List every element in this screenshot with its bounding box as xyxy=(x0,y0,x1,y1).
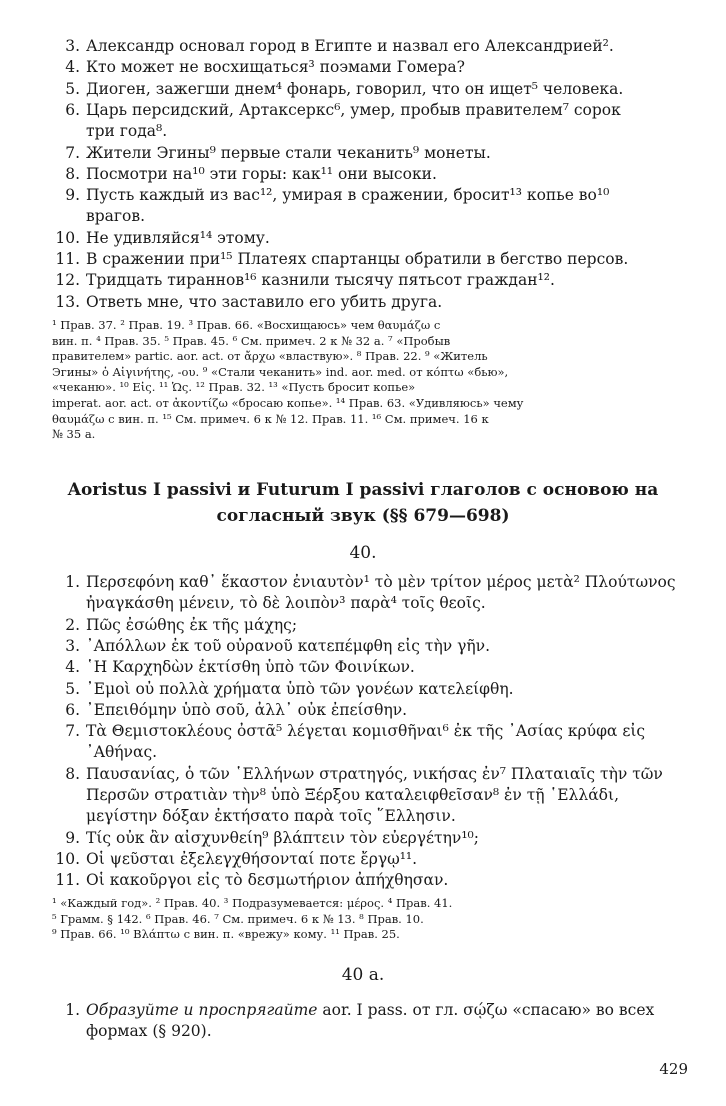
footnote-russian-line: ¹ Прав. 37. ² Прав. 19. ³ Прав. 66. «Восхищаюсь» чем θαυμάζω с xyxy=(52,318,441,332)
footnote-russian-line: Эгины» ὁ Αἰγινήτης, -ου. ⁹ «Стали чеканить» ind. aor. med. от κόπτω «бью», xyxy=(52,364,509,379)
russian-sentence-item xyxy=(52,164,692,185)
greek-sentence-item-number: 10. xyxy=(55,849,80,868)
task-number: 1. xyxy=(65,1001,80,1019)
russian-sentence-item xyxy=(52,143,692,164)
footnote-russian-line: правителем» partic. aor. act. от ἄρχω «властвую». ⁸ Прав. 22. ⁹ «Житель xyxy=(52,349,488,364)
russian-sentence-item-continued: врагов. xyxy=(86,207,145,226)
task-text: aor. I pass. от гл. σῴζω «спасаю» во всех xyxy=(317,1001,655,1019)
section-heading-line1: Aoristus I passivi и Futurum I passivi глаголов с основою на xyxy=(67,480,659,500)
exercise-number-40a: 40 а. xyxy=(341,965,385,985)
greek-sentence-item-number: 6. xyxy=(65,700,80,719)
russian-sentence-item-text: Не удивляйся¹⁴ этому. xyxy=(86,228,270,247)
greek-sentence-item-text: Οἱ κακοῦργοι εἰς τὸ δεσμωτήριον ἀπήχθησαν. xyxy=(86,871,449,890)
russian-sentence-item xyxy=(52,185,692,206)
footnote-russian-line: вин. п. ⁴ Прав. 35. ⁵ Прав. 45. ⁶ См. примеч. 2 к № 32 а. ⁷ «Пробыв xyxy=(52,333,451,348)
russian-sentence-item-number: 8. xyxy=(65,164,80,183)
russian-sentence-item-number: 3. xyxy=(65,37,80,55)
greek-sentence-item xyxy=(52,870,692,891)
greek-sentence-item xyxy=(52,828,692,849)
russian-sentence-item-number: 9. xyxy=(65,186,80,205)
greek-sentence-item-number: 9. xyxy=(65,828,80,847)
russian-sentence-item-text: В сражении при¹⁵ Платеях спартанцы обратили в бегство персов. xyxy=(86,250,629,268)
russian-sentence-item-number: 5. xyxy=(65,79,80,98)
russian-sentence-item-text: Жители Эгины⁹ первые стали чеканить⁹ монеты. xyxy=(86,143,491,162)
russian-sentence-item-text: Диоген, зажегши днем⁴ фонарь, говорил, что он ищет⁵ человека. xyxy=(86,79,624,98)
russian-sentence-item-text: Кто может не восхищаться³ поэмами Гомера? xyxy=(86,58,465,77)
page-number: 429 xyxy=(659,1060,688,1078)
greek-sentence-item-text: ᾽Επειθόμην ὑπὸ σοῦ, ἀλλ᾽ οὐκ ἐπείσθην. xyxy=(86,700,408,719)
greek-sentence-item-text: Οἱ ψεῦσται ἐξελεγχθήσονταί ποτε ἔργῳ¹¹. xyxy=(86,849,418,868)
task-text-continued: формах (§ 920). xyxy=(86,1022,212,1040)
task-instruction: Образуйте и проспрягайте xyxy=(86,1001,318,1019)
greek-sentence-item xyxy=(52,636,692,657)
footnote-russian-line: θαυμάζω с вин. п. ¹⁵ См. примеч. 6 к № 12. Прав. 11. ¹⁶ См. примеч. 16 к xyxy=(52,411,489,426)
greek-sentence-item-continued: ἠναγκάσθη μένειν, τὸ δὲ λοιπὸν³ παρὰ⁴ τοῖς θεοῖς. xyxy=(86,594,486,613)
greek-sentence-item-text: Τὰ Θεμιστοκλέους ὀστᾶ⁵ λέγεται κομισθῆναι⁶ ἐκ τῆς ᾽Ασίας κρύφα εἰς xyxy=(86,722,646,741)
greek-sentence-item-text: ᾽Απόλλων ἐκ τοῦ οὐρανοῦ κατεπέμφθη εἰς τὴν γῆν. xyxy=(86,636,490,655)
russian-sentence-item-text: Царь персидский, Артаксеркс⁶, умер, пробыв правителем⁷ сорок xyxy=(86,100,621,119)
exercise-number-40: 40. xyxy=(349,543,377,563)
russian-sentence-item-number: 7. xyxy=(65,143,80,162)
russian-sentence-item xyxy=(52,79,692,100)
greek-sentence-item-number: 11. xyxy=(55,871,80,890)
greek-sentence-item-text: ᾽Εμοὶ οὐ πολλὰ χρήματα ὑπὸ τῶν γονέων κατελείφθη. xyxy=(86,679,514,698)
greek-sentence-item-text: Πῶς ἐσώθης ἐκ τῆς μάχης; xyxy=(86,615,298,634)
greek-sentence-item-continued: Περσῶν στρατιὰν τὴν⁸ ὑπὸ Ξέρξου καταλειφθεῖσαν⁸ ἐν τῇ ῾Ελλάδι, xyxy=(86,786,619,804)
russian-sentence-item-text: Посмотри на¹⁰ эти горы: как¹¹ они высоки. xyxy=(86,164,437,183)
greek-sentence-item xyxy=(52,721,692,742)
greek-sentence-item-number: 8. xyxy=(65,764,80,783)
greek-sentence-item xyxy=(52,657,692,678)
greek-sentence-item xyxy=(52,615,692,636)
footnote-greek-line: ⁵ Грамм. § 142. ⁶ Прав. 46. ⁷ См. примеч. 6 к № 13. ⁸ Прав. 10. xyxy=(52,911,424,926)
footnote-russian-line: № 35 а. xyxy=(52,427,96,442)
greek-sentence-item-text: Παυσανίας, ὁ τῶν ῾Ελλήνων στρατηγός, νικήσας ἐν⁷ Πλαταιαῖς τὴν τῶν xyxy=(86,764,663,783)
greek-sentence-item-number: 4. xyxy=(65,658,80,677)
russian-sentence-item xyxy=(52,228,692,249)
greek-sentence-item-text: Τίς οὐκ ἂν αἰσχυνθείη⁹ βλάπτειν τὸν εὐεργέτην¹⁰; xyxy=(86,828,479,847)
russian-sentence-item-number: 10. xyxy=(55,228,80,247)
russian-sentence-item-number: 13. xyxy=(55,292,80,311)
russian-sentence-item-number: 6. xyxy=(65,100,80,119)
greek-sentence-item-text: Περσεφόνη καθ᾽ ἕκαστον ἐνιαυτὸν¹ τὸ μὲν τρίτον μέρος μετὰ² Πλούτωνος xyxy=(86,573,676,591)
footnote-russian-line: imperat. aor. act. от ἀκοντίζω «бросаю копье». ¹⁴ Прав. 63. «Удивляюсь» чему xyxy=(52,396,524,410)
russian-sentence-item-text: Ответь мне, что заставило его убить друга. xyxy=(86,292,443,311)
greek-sentence-item xyxy=(52,679,692,700)
greek-sentence-item-continued: μεγίστην δόξαν ἐκτήσατο παρὰ τοῖς ῞Ελλησιν. xyxy=(86,807,456,826)
greek-sentence-item xyxy=(52,700,692,721)
russian-sentence-item-text: Пусть каждый из вас¹², умирая в сражении, бросит¹³ копье во¹⁰ xyxy=(86,186,610,205)
greek-sentence-item-number: 2. xyxy=(65,615,80,634)
russian-sentence-item-continued: три года⁸. xyxy=(86,122,168,141)
russian-sentence-item xyxy=(52,249,692,270)
greek-sentence-item-continued: ᾽Αθήνας. xyxy=(86,743,158,762)
russian-sentence-item-text: Тридцать тираннов¹⁶ казнили тысячу пятьсот граждан¹². xyxy=(86,271,555,290)
greek-sentence-item xyxy=(52,764,692,785)
greek-sentence-item-number: 1. xyxy=(65,573,80,591)
russian-sentence-item-number: 11. xyxy=(55,250,80,268)
task-item xyxy=(52,1000,692,1021)
russian-sentence-item xyxy=(52,100,692,121)
greek-sentence-item xyxy=(52,849,692,870)
footnote-greek-line: ¹ «Каждый год». ² Прав. 40. ³ Подразумевается: μέρος. ⁴ Прав. 41. xyxy=(52,896,453,910)
footnote-russian-line: «чеканю». ¹⁰ Εἰς. ¹¹ Ὡς. ¹² Прав. 32. ¹³ «Пусть бросит копье» xyxy=(52,380,416,395)
russian-sentence-item-number: 4. xyxy=(65,58,80,77)
russian-sentence-item-text: Александр основал город в Египте и назвал его Александрией². xyxy=(86,37,614,55)
russian-sentence-item xyxy=(52,292,692,313)
russian-sentence-item xyxy=(52,270,692,291)
greek-sentence-item-number: 7. xyxy=(65,722,80,741)
footnote-greek-line: ⁹ Прав. 66. ¹⁰ Βλάπτω с вин. п. «врежу» кому. ¹¹ Прав. 25. xyxy=(52,927,400,942)
russian-sentence-item-number: 12. xyxy=(55,271,80,290)
russian-sentence-item xyxy=(52,36,692,57)
greek-sentence-item-number: 5. xyxy=(65,679,80,698)
section-heading-line2: согласный звук (§§ 679—698) xyxy=(216,506,510,526)
greek-sentence-item-text: ῾Η Καρχηδὼν ἐκτίσθη ὑπὸ τῶν Φοινίκων. xyxy=(86,658,415,677)
greek-sentence-item-number: 3. xyxy=(65,636,80,655)
greek-sentence-item xyxy=(52,572,692,593)
russian-sentence-item xyxy=(52,57,692,78)
